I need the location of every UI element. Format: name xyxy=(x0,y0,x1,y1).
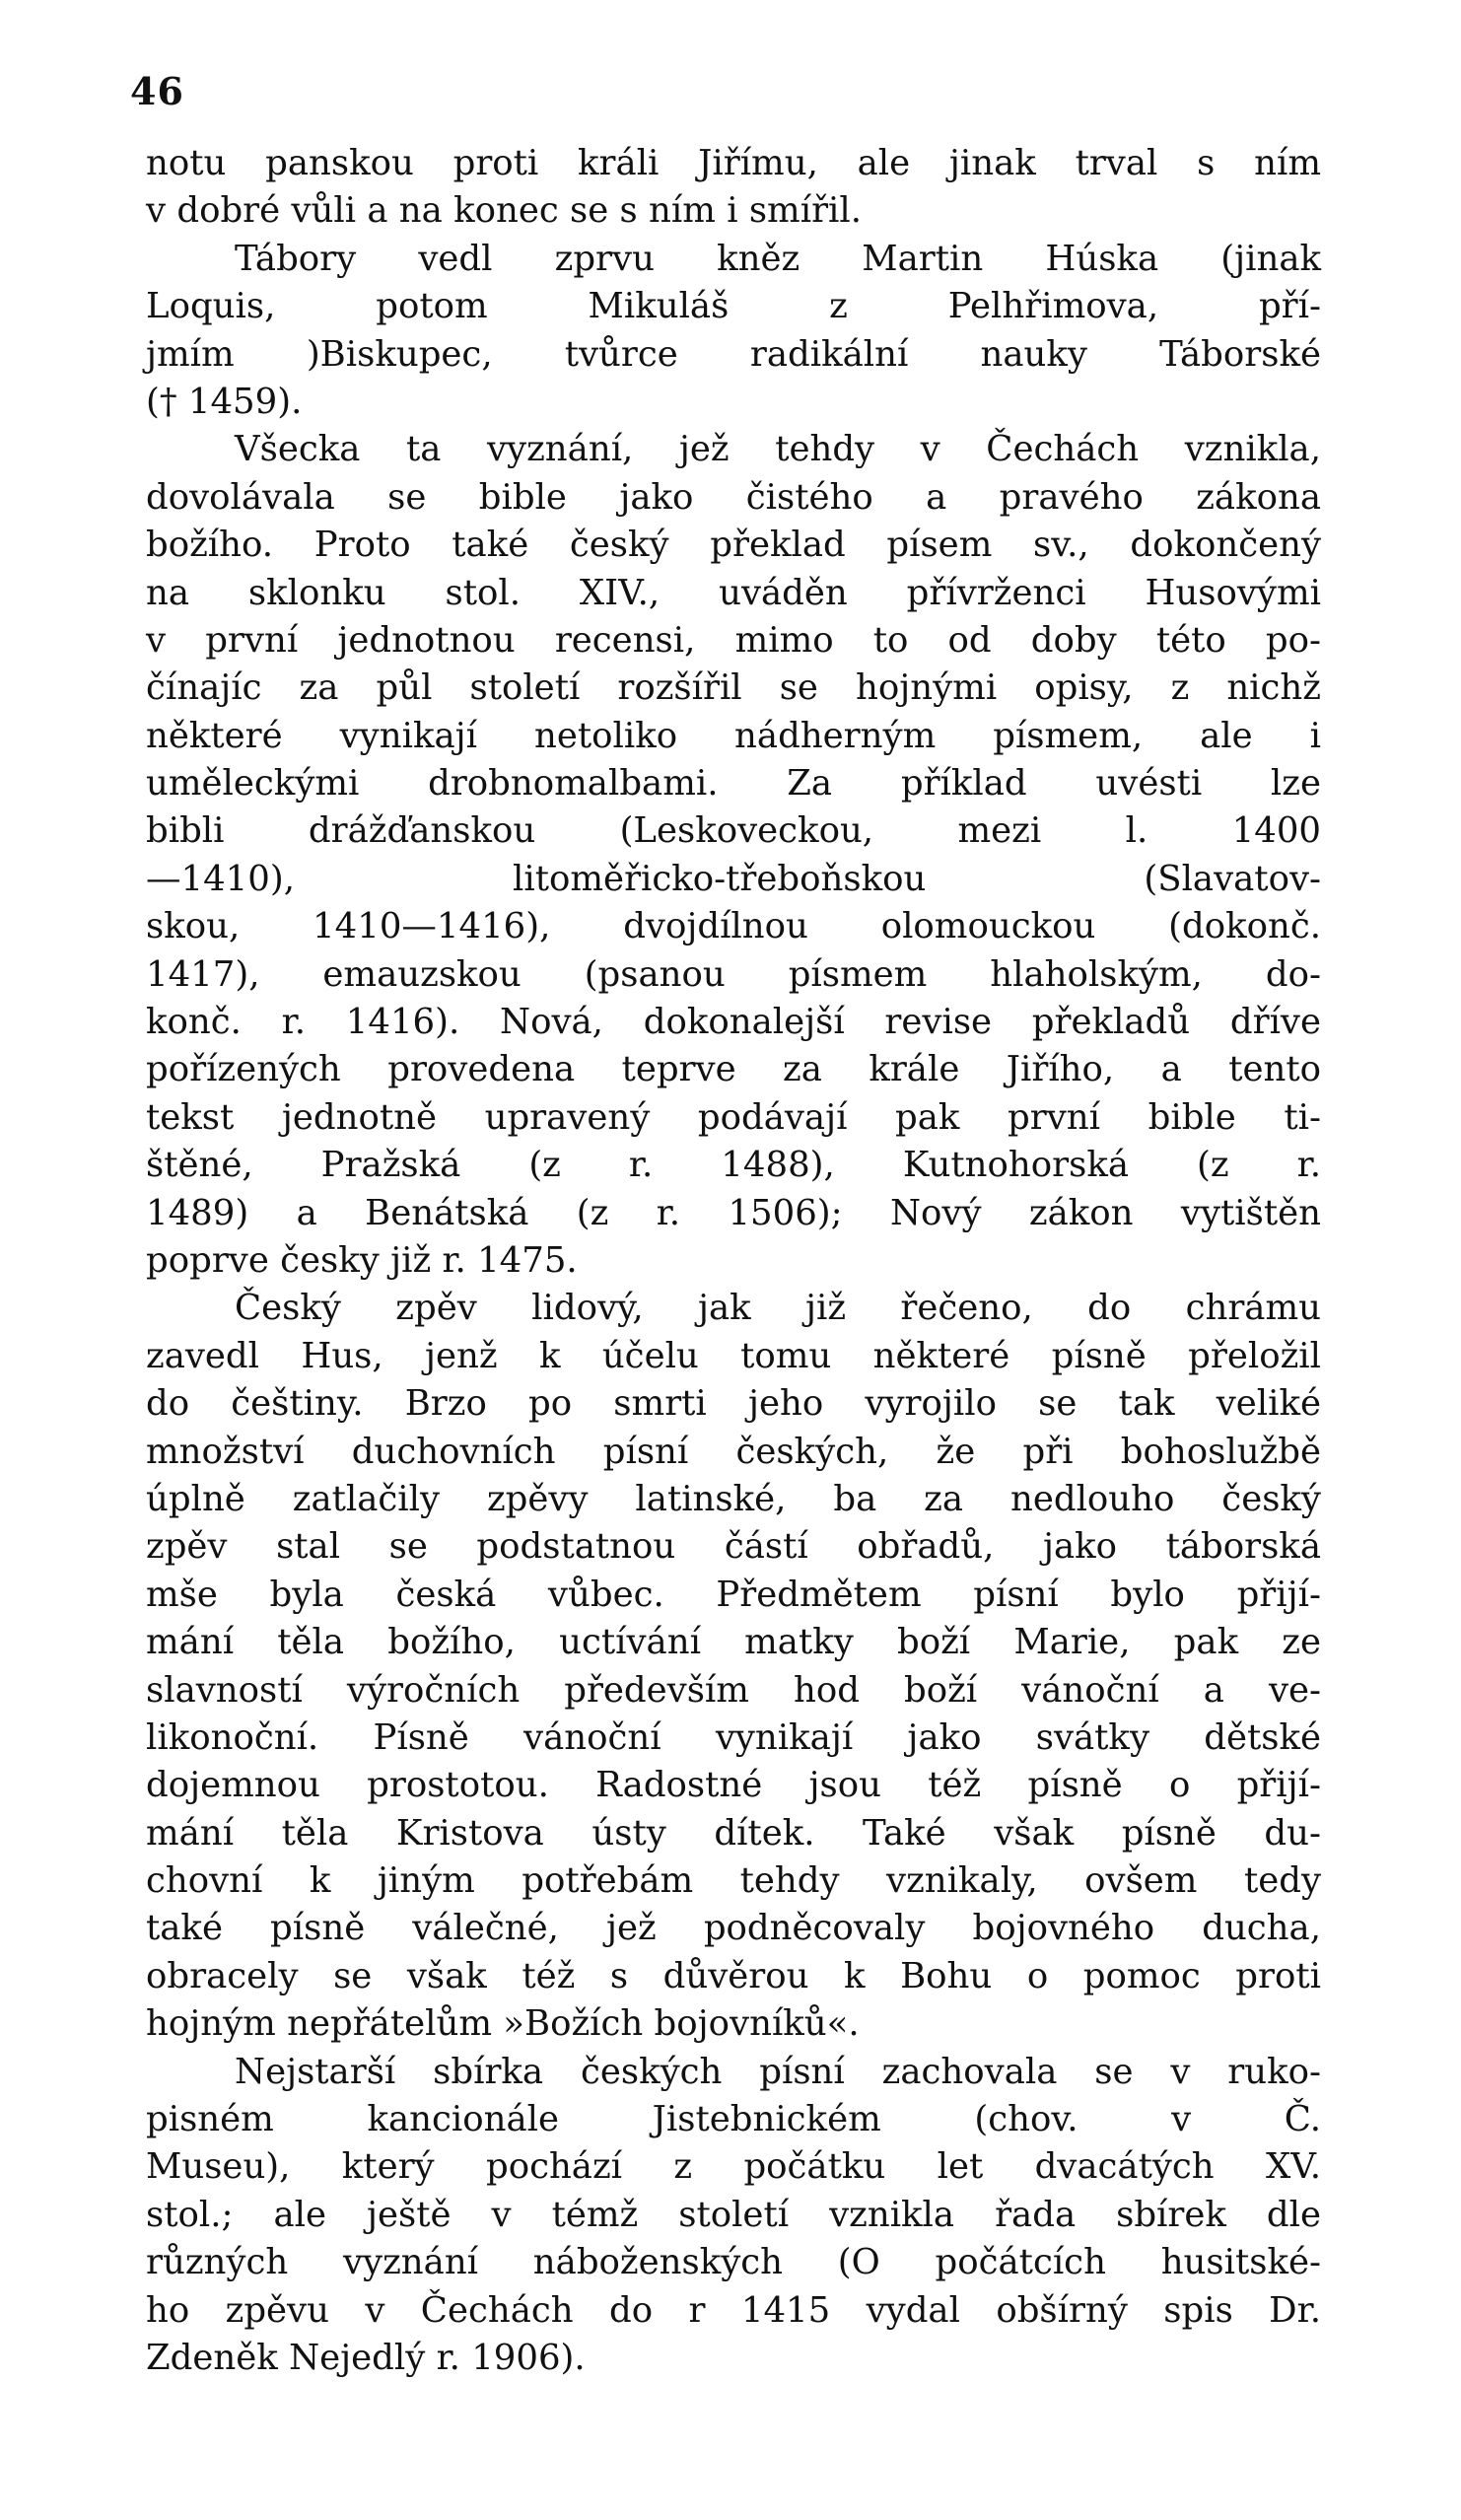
body-text xyxy=(146,140,1321,2382)
page-number: 46 xyxy=(130,69,184,113)
text-line: Všecka ta vyznání, jež tehdy v Čechách vznikla, xyxy=(235,429,1321,470)
text-line: úplně zatlačily zpěvy latinské, ba za nedlouho český xyxy=(146,1478,1321,1519)
text-line: stol.; ale ještě v témž století vznikla řada sbírek dle xyxy=(146,2194,1321,2235)
text-line: také písně válečné, jež podněcovaly bojovného ducha, xyxy=(146,1908,1321,1949)
text-line: slavností výročních především hod boží vánoční a ve- xyxy=(146,1669,1321,1711)
text-line: —1410), litoměřicko-třeboňskou (Slavatov- xyxy=(146,858,1321,899)
text-line: pořízených provedena teprve za krále Jiřího, a tento xyxy=(146,1049,1321,1090)
text-line: Tábory vedl zprvu kněz Martin Húska (jinak xyxy=(235,238,1321,279)
text-line: Loquis, potom Mikuláš z Pelhřimova, pří- xyxy=(146,286,1321,327)
text-line: množství duchovních písní českých, že při bohoslužbě xyxy=(146,1431,1321,1472)
text-line: hojným nepřátelům »Božích bojovníků«. xyxy=(146,2003,860,2045)
text-line: v dobré vůli a na konec se s ním i smířil. xyxy=(146,190,863,232)
text-line: poprve česky již r. 1475. xyxy=(146,1239,578,1281)
text-line: zpěv stal se podstatnou částí obřadů, jako táborská xyxy=(146,1526,1321,1568)
text-line: mše byla česká vůbec. Předmětem písní bylo přijí- xyxy=(146,1574,1321,1615)
text-line: skou, 1410—1416), dvojdílnou olomouckou (dokonč. xyxy=(146,906,1321,947)
text-line: čínajíc za půl století rozšířil se hojnými opisy, z nichž xyxy=(146,667,1321,709)
text-line: bibli drážďanskou (Leskoveckou, mezi l. 1400 xyxy=(146,810,1321,852)
text-line: mání těla Kristova ústy dítek. Také však písně du- xyxy=(146,1812,1321,1854)
text-line: jmím )Biskupec, tvůrce radikální nauky Táborské xyxy=(146,333,1321,375)
text-line: konč. r. 1416). Nová, dokonalejší revise překladů dříve xyxy=(146,1002,1321,1043)
text-line: († 1459). xyxy=(146,381,303,422)
text-line: Museu), který pochází z počátku let dvacátých XV. xyxy=(146,2146,1321,2188)
text-line: Český zpěv lidový, jak již řečeno, do chrámu xyxy=(235,1288,1321,1329)
text-line: likonoční. Písně vánoční vynikají jako svátky dětské xyxy=(146,1716,1321,1758)
text-line: mání těla božího, uctívání matky boží Marie, pak ze xyxy=(146,1622,1321,1663)
text-line: některé vynikají netoliko nádherným písmem, ale i xyxy=(146,715,1321,756)
text-line: 1489) a Benátská (z r. 1506); Nový zákon vytištěn xyxy=(146,1192,1321,1233)
text-line: Nejstarší sbírka českých písní zachovala se v ruko- xyxy=(235,2051,1321,2092)
text-line: do češtiny. Brzo po smrti jeho vyrojilo se tak veliké xyxy=(146,1383,1321,1425)
text-line: obracely se však též s důvěrou k Bohu o pomoc proti xyxy=(146,1955,1321,1996)
text-line: různých vyznání náboženských (O počátcích husitské- xyxy=(146,2242,1321,2283)
text-line: tekst jednotně upravený podávají pak první bible ti- xyxy=(146,1096,1321,1138)
text-line: chovní k jiným potřebám tehdy vznikaly, ovšem tedy xyxy=(146,1860,1321,1902)
text-line: zavedl Hus, jenž k účelu tomu některé písně přeložil xyxy=(146,1335,1321,1376)
text-line: v první jednotnou recensi, mimo to od doby této po- xyxy=(146,619,1321,661)
text-line: Zdeněk Nejedlý r. 1906). xyxy=(146,2337,586,2378)
text-line: na sklonku stol. XIV., uváděn přívrženci Husovými xyxy=(146,572,1321,613)
text-line: notu panskou proti králi Jiřímu, ale jinak trval s ním xyxy=(146,143,1321,183)
text-line: uměleckými drobnomalbami. Za příklad uvésti lze xyxy=(146,763,1321,805)
text-line: 1417), emauzskou (psanou písmem hlaholským, do- xyxy=(146,953,1321,995)
text-line: pisném kancionále Jistebnickém (chov. v Č. xyxy=(146,2099,1321,2140)
text-line: štěné, Pražská (z r. 1488), Kutnohorská (z r. xyxy=(146,1145,1321,1186)
text-line: dojemnou prostotou. Radostné jsou též písně o přijí- xyxy=(146,1765,1321,1806)
text-line: dovolávala se bible jako čistého a pravého zákona xyxy=(146,476,1321,518)
text-line: božího. Proto také český překlad písem sv., dokončený xyxy=(146,525,1321,566)
text-line: ho zpěvu v Čechách do r 1415 vydal obšírný spis Dr. xyxy=(146,2289,1321,2331)
